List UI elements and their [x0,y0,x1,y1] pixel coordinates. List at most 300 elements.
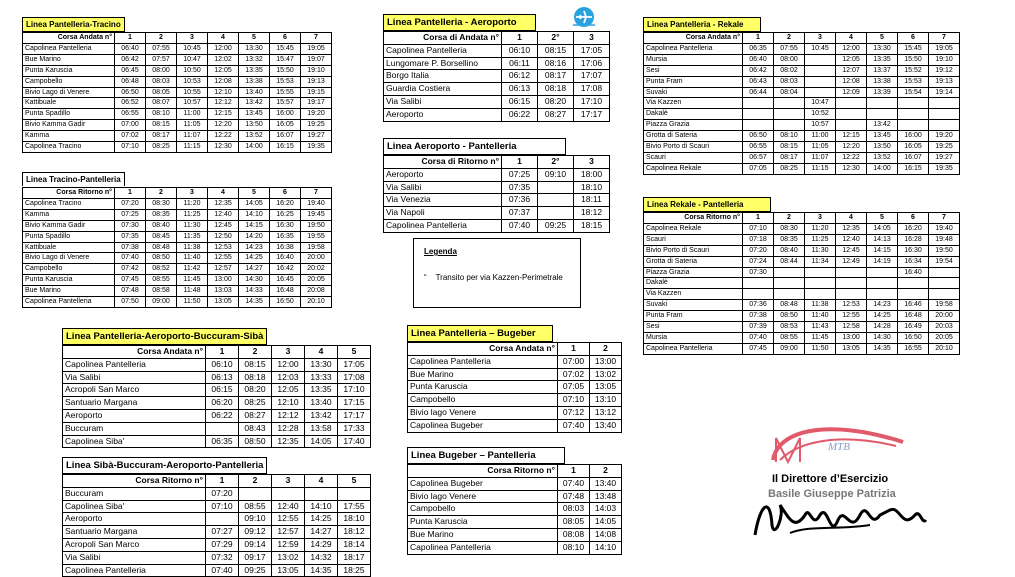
header-label: Corsa di Ritorno n° [384,156,502,169]
stop-name: Santuario Margana [63,397,206,410]
table-row [384,219,610,232]
table-row [384,194,610,207]
timetable [22,187,332,308]
departure-time: 08:04 [774,87,805,98]
departure-time: 12:30 [208,142,239,153]
departure-time: 19:25 [301,120,332,131]
departure-time: 19:40 [929,223,960,234]
table-row [644,267,960,278]
stop-name: Mursia [644,54,743,65]
column-header: 3 [805,33,836,44]
table-row [23,242,332,253]
departure-time: 14:25 [239,253,270,264]
table-row [408,503,622,516]
column-header: 7 [301,188,332,199]
departure-time: 06:15 [206,384,239,397]
departure-time: 20:03 [929,322,960,333]
departure-time: 06:13 [502,83,538,96]
departure-time: 15:50 [270,65,301,76]
departure-time: 19:07 [301,54,332,65]
departure-time: 19:15 [301,87,332,98]
departure-time: 11:15 [177,142,208,153]
departure-time: 13:45 [239,109,270,120]
table-row [23,120,332,131]
table-header-row [408,465,622,478]
departure-time: 13:38 [867,76,898,87]
departure-time: 07:02 [558,368,590,381]
departure-time: 12:40 [272,500,305,513]
departure-time: 07:18 [743,234,774,245]
departure-time: 10:57 [177,98,208,109]
departure-time: 19:20 [301,109,332,120]
departure-time: 13:00 [590,355,622,368]
stop-name: Punta Karuscia [23,65,115,76]
column-header: 5 [239,33,270,44]
departure-time: 14:13 [867,234,898,245]
table-row [23,54,332,65]
departure-time: 19:58 [301,242,332,253]
departure-time: 14:15 [867,245,898,256]
departure-time: 08:25 [239,397,272,410]
column-header: 1 [206,475,239,488]
stop-name: Punta Karuscia [23,275,115,286]
departure-time: 07:20 [115,198,146,209]
stop-name: Kattibuale [23,98,115,109]
departure-time [743,120,774,131]
stop-name: Punta Karuscia [408,516,558,529]
departure-time: 15:53 [898,76,929,87]
departure-time: 12:00 [208,43,239,54]
table-row [23,286,332,297]
departure-time: 10:53 [177,76,208,87]
departure-time: 16:00 [270,109,301,120]
departure-time: 17:07 [574,70,610,83]
departure-time: 16:15 [270,142,301,153]
departure-time: 12:45 [836,245,867,256]
column-header: 5 [338,475,371,488]
column-header: 7 [301,33,332,44]
departure-time [867,98,898,109]
table-row [644,300,960,311]
header-label: Corsa Andata n° [408,343,558,356]
departure-time: 15:53 [270,76,301,87]
column-header: 3 [574,156,610,169]
column-header: 3 [805,213,836,224]
stop-name: Punta Spadillo [23,231,115,242]
departure-time: 13:30 [867,43,898,54]
block-buccuram-andata [62,326,371,448]
departure-time: 08:00 [146,65,177,76]
stop-name: Aeroporto [63,513,206,526]
departure-time [743,289,774,300]
stop-name: Suvaki [644,87,743,98]
departure-time: 07:36 [502,194,538,207]
table-row [384,168,610,181]
departure-time: 14:35 [305,564,338,577]
departure-time: 13:50 [867,142,898,153]
column-header: 2 [146,33,177,44]
departure-time: 14:05 [239,198,270,209]
column-header: 1 [558,343,590,356]
stop-name: Punta Karuscia [408,381,558,394]
departure-time: 20:05 [301,275,332,286]
table-row [408,477,622,490]
departure-time: 07:50 [115,297,146,308]
header-label: Corsa Andata n° [644,33,743,44]
departure-time: 17:17 [338,409,371,422]
departure-time: 08:55 [239,500,272,513]
departure-time: 13:40 [305,397,338,410]
column-header: 1 [115,188,146,199]
departure-time: 08:25 [774,163,805,174]
departure-time: 11:05 [805,142,836,153]
departure-time: 08:35 [774,234,805,245]
departure-time: 16:15 [898,163,929,174]
departure-time: 09:25 [538,219,574,232]
stop-name: Bivio Kamma Gadir [23,120,115,131]
table-row [384,70,610,83]
signature-area [750,420,1000,570]
timetable [643,32,960,175]
departure-time: 08:03 [774,76,805,87]
table-row [644,163,960,174]
block-bugeber-ritorno [407,445,622,555]
departure-time: 08:30 [774,223,805,234]
departure-time: 07:25 [502,168,538,181]
departure-time: 11:48 [177,286,208,297]
departure-time: 19:50 [301,220,332,231]
departure-time: 16:40 [898,267,929,278]
stop-name: Capolinea Pantelleria [408,355,558,368]
departure-time: 08:17 [538,70,574,83]
departure-time: 17:10 [338,384,371,397]
stop-name: Bivio lago Venere [408,406,558,419]
departure-time: 07:40 [743,332,774,343]
departure-time: 06:44 [743,87,774,98]
departure-time: 13:37 [867,65,898,76]
stop-name: Piazza Grazia [644,267,743,278]
departure-time: 06:13 [206,371,239,384]
departure-time: 12:05 [272,384,305,397]
departure-time: 06:22 [206,409,239,422]
departure-time: 17:55 [338,500,371,513]
departure-time: 08:35 [146,209,177,220]
departure-time: 10:50 [177,65,208,76]
column-header: 3 [574,32,610,45]
departure-time [805,54,836,65]
departure-time: 14:23 [867,300,898,311]
stop-name: Via Salibi [384,95,502,108]
table-row [644,142,960,153]
timetable [22,32,332,153]
table-row [644,98,960,109]
table-row [23,65,332,76]
departure-time: 16:55 [898,343,929,354]
column-header: 4 [305,475,338,488]
departure-time: 16:20 [270,198,301,209]
departure-time [867,278,898,289]
departure-time: 07:27 [206,526,239,539]
stop-name: Dakalè [644,278,743,289]
departure-time: 08:20 [538,95,574,108]
departure-time: 12:28 [272,422,305,435]
departure-time: 06:50 [115,87,146,98]
stop-name: Bivio Porto di Scauri [644,142,743,153]
stop-name: Borgo Italia [384,70,502,83]
departure-time: 18:12 [574,207,610,220]
stop-name: Punta Fram [644,76,743,87]
departure-time: 20:00 [929,311,960,322]
departure-time: 13:52 [867,152,898,163]
departure-time: 19:48 [929,234,960,245]
departure-time: 16:30 [898,245,929,256]
departure-time [743,98,774,109]
timetable [383,155,610,233]
departure-time: 13:40 [590,419,622,432]
stop-name: Capolinea Rekale [644,223,743,234]
stop-name: Bue Marino [23,54,115,65]
departure-time: 12:55 [836,311,867,322]
column-header: 4 [208,33,239,44]
timetable [62,474,371,577]
stop-name: Capolinea Siba' [63,435,206,448]
departure-time: 11:00 [177,109,208,120]
stop-name: Capolinea Pantelleria [63,358,206,371]
departure-time: 11:42 [177,264,208,275]
departure-time: 11:07 [177,131,208,142]
departure-time [774,267,805,278]
table-row [23,43,332,54]
stop-name: Campobello [408,503,558,516]
timetable [643,212,960,355]
block-bugeber-andata [407,323,622,433]
departure-time: 12:07 [836,65,867,76]
stop-name: Via Salibi [63,371,206,384]
departure-time [805,65,836,76]
departure-time: 09:14 [239,538,272,551]
table-row [644,131,960,142]
stop-name: Grotta di Sateria [644,131,743,142]
departure-time: 19:25 [929,142,960,153]
departure-time: 08:43 [239,422,272,435]
departure-time: 07:35 [115,231,146,242]
column-header: 1 [743,33,774,44]
departure-time: 14:05 [590,516,622,529]
departure-time: 19:10 [301,65,332,76]
departure-time: 13:33 [305,371,338,384]
departure-time: 07:40 [115,253,146,264]
stop-name: Bivio Lago di Venere [23,253,115,264]
departure-time: 14:29 [305,538,338,551]
departure-time: 07:05 [743,163,774,174]
column-header: 3 [177,33,208,44]
departure-time: 06:11 [502,57,538,70]
legend-title: Legenda [424,247,457,256]
table-row [644,54,960,65]
departure-time: 08:30 [146,198,177,209]
departure-time: 08:05 [558,516,590,529]
departure-time: 18:12 [338,526,371,539]
legend-note-line [424,273,563,282]
column-header: 4 [305,346,338,359]
stop-name: Capolinea Bugeber [408,477,558,490]
departure-time: 06:42 [115,54,146,65]
departure-time: 13:42 [305,409,338,422]
stop-name: Bue Marino [23,286,115,297]
table-row [23,209,332,220]
departure-time: 19:55 [301,231,332,242]
table-header-row [23,188,332,199]
departure-time: 06:42 [743,65,774,76]
departure-time [206,513,239,526]
column-header: 6 [898,213,929,224]
departure-time: 10:55 [177,87,208,98]
departure-time: 08:53 [774,322,805,333]
stop-name: Kattibuale [23,242,115,253]
table-row [408,419,622,432]
table-row [23,109,332,120]
departure-time: 16:00 [898,131,929,142]
departure-time [898,98,929,109]
stop-name: Suvaki [644,300,743,311]
stop-name: Capolinea Rekale [644,163,743,174]
column-header: 1 [502,32,538,45]
table-row [644,223,960,234]
stop-name: Bivio Kamma Gadir [23,220,115,231]
table-row [408,355,622,368]
block-buccuram-ritorno [62,455,371,577]
departure-time: 12:40 [836,234,867,245]
departure-time: 18:25 [338,564,371,577]
departure-time: 08:08 [558,528,590,541]
departure-time: 08:17 [146,131,177,142]
departure-time: 11:45 [177,275,208,286]
header-label: Corsa Andata n° [23,33,115,44]
departure-time: 14:10 [590,541,622,554]
departure-time: 16:07 [898,152,929,163]
departure-time: 13:35 [305,384,338,397]
departure-time: 19:13 [929,76,960,87]
table-row [384,83,610,96]
departure-time: 18:14 [338,538,371,551]
departure-time: 13:00 [836,332,867,343]
departure-time: 07:40 [558,419,590,432]
departure-time: 14:27 [239,264,270,275]
departure-time [743,278,774,289]
departure-time: 13:38 [239,76,270,87]
table-row [23,142,332,153]
departure-time [867,109,898,120]
departure-time: 07:12 [558,406,590,419]
departure-time: 12:08 [836,76,867,87]
table-title: Linea Pantelleria-Aeroporto-Buccuram-Sibà [62,328,267,345]
table-row [63,358,371,371]
table-title: Linea Pantelleria-Tracino [22,17,125,32]
departure-time: 15:55 [270,87,301,98]
departure-time: 07:29 [206,538,239,551]
departure-time: 12:40 [208,209,239,220]
table-row [644,87,960,98]
departure-time: 11:38 [177,242,208,253]
departure-time [867,267,898,278]
departure-time: 10:52 [805,109,836,120]
departure-time: 13:03 [208,286,239,297]
column-header: 7 [929,213,960,224]
legend-mark: “ [424,273,427,282]
header-label: Corsa Andata n° [63,346,206,359]
stop-name: Aeroporto [384,168,502,181]
departure-time: 14:28 [867,322,898,333]
departure-time: 08:50 [146,253,177,264]
departure-time: 17:33 [338,422,371,435]
departure-time: 19:27 [929,152,960,163]
departure-time: 11:40 [177,253,208,264]
table-row [63,526,371,539]
stop-name: Bue Marino [408,368,558,381]
departure-time: 19:35 [301,142,332,153]
departure-time: 14:33 [239,286,270,297]
departure-time: 08:50 [774,311,805,322]
departure-time: 12:22 [208,131,239,142]
column-header: 5 [867,33,898,44]
departure-time: 07:10 [115,142,146,153]
departure-time: 14:30 [239,275,270,286]
header-label: Corsa Ritorno n° [23,188,115,199]
column-header: 4 [836,33,867,44]
departure-time: 16:50 [270,297,301,308]
departure-time: 09:00 [774,343,805,354]
column-header: 1 [502,156,538,169]
stop-name: Capolinea Tracino [23,142,115,153]
table-row [644,65,960,76]
departure-time: 16:35 [270,231,301,242]
departure-time [774,289,805,300]
table-row [408,490,622,503]
departure-time: 13:05 [208,297,239,308]
departure-time: 08:27 [239,409,272,422]
departure-time: 12:49 [836,256,867,267]
departure-time: 13:42 [239,98,270,109]
departure-time: 14:15 [239,220,270,231]
departure-time: 18:11 [574,194,610,207]
column-header: 2 [239,346,272,359]
departure-time: 07:40 [502,219,538,232]
departure-time: 11:50 [177,297,208,308]
departure-time: 09:10 [239,513,272,526]
departure-time: 06:10 [206,358,239,371]
departure-time: 16:49 [898,322,929,333]
departure-time: 12:22 [836,152,867,163]
departure-time [836,278,867,289]
table-row [63,397,371,410]
departure-time: 07:36 [743,300,774,311]
stop-name: Capolinea Pantelleria [408,541,558,554]
header-label: Corsa Ritorno n° [408,465,558,478]
timetable [383,31,610,122]
departure-time: 10:57 [805,120,836,131]
stop-name: Capolinea Pantelleria [384,44,502,57]
departure-time: 14:30 [867,332,898,343]
departure-time: 14:32 [305,551,338,564]
stop-name: Guardia Costiera [384,83,502,96]
departure-time: 19:27 [301,131,332,142]
departure-time: 20:00 [301,253,332,264]
stop-name: Punta Fram [644,311,743,322]
departure-time: 13:05 [272,564,305,577]
departure-time: 07:48 [558,490,590,503]
table-row [63,371,371,384]
column-header: 2° [538,156,574,169]
